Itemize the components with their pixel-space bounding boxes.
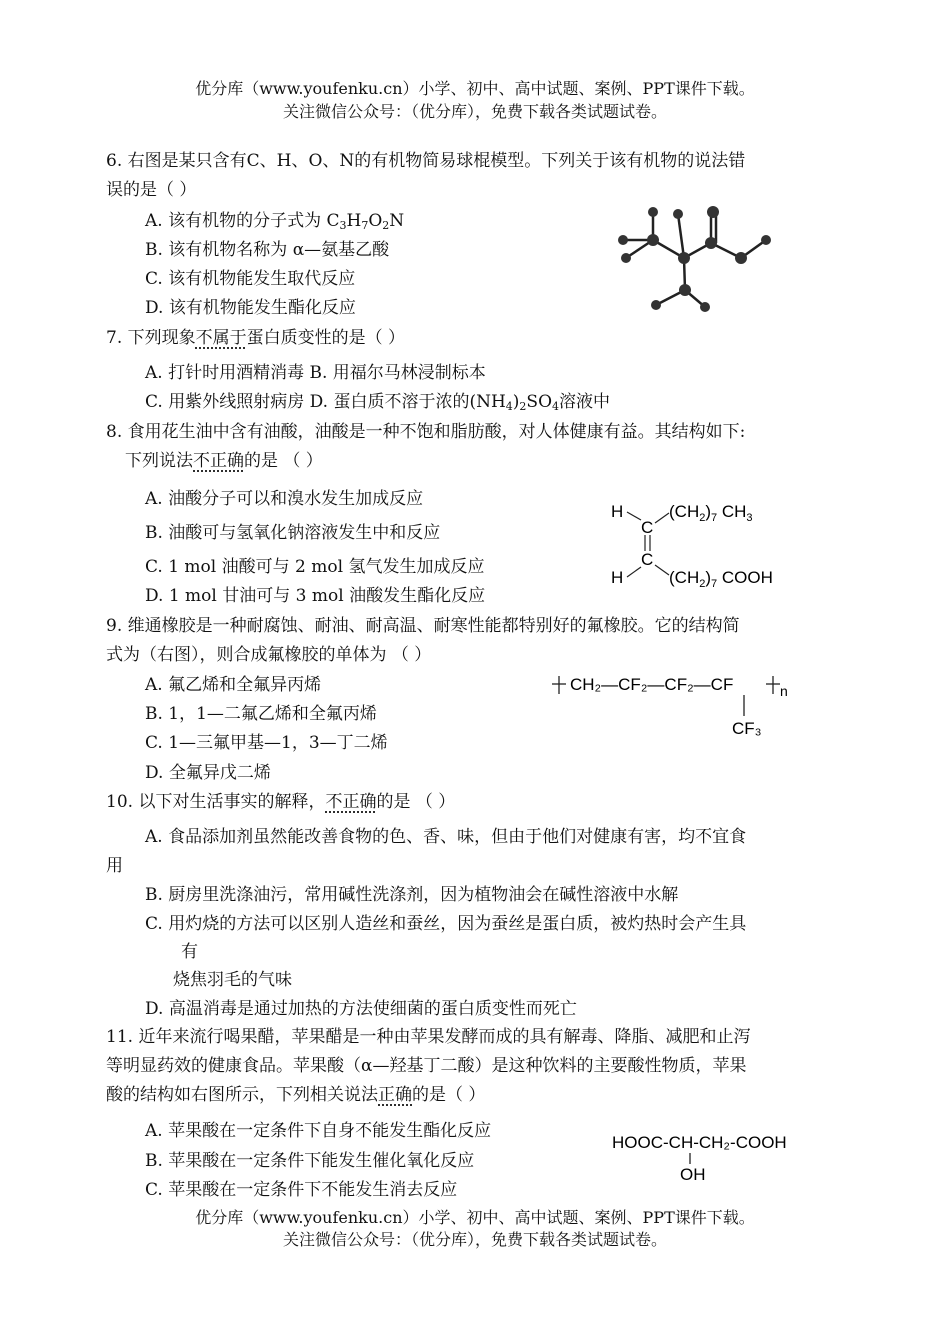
q11-stem-line1: 11. 近年来流行喝果醋，苹果醋是一种由苹果发酵而成的具有解毒、降脂、减肥和止泻: [106, 1027, 751, 1047]
q9-stem-line1: 9. 维通橡胶是一种耐腐蚀、耐油、耐高温、耐寒性能都特别好的氟橡胶。它的结构简: [106, 616, 740, 636]
q6-stem-line1: 6. 右图是某只含有C、H、O、N的有机物简易球棍模型。下列关于该有机物的说法错: [106, 151, 746, 171]
q7-options-cd: C. 用紫外线照射病房 D. 蛋白质不溶于浓的$(NH_4)_2SO_4$溶液中: [145, 392, 611, 413]
q10-option-d: D. 高温消毒是通过加热的方法使细菌的蛋白质变性而死亡: [145, 999, 577, 1019]
q6-option-b: B. 该有机物名称为 α—氨基乙酸: [145, 240, 390, 260]
header-line-1: 优分库（www.youfenku.cn）小学、初中、高中试题、案例、PPT课件下载。: [195, 79, 755, 98]
q9-stem-line2: 式为（右图），则合成氟橡胶的单体为 （ ）: [106, 645, 432, 665]
fig-h-bot: H: [611, 568, 624, 587]
fig-polymer-chain: CH₂—CF₂—CF₂—CF: [570, 675, 734, 694]
q10-option-a-line2: 用: [106, 856, 123, 876]
fig-h-top: H: [611, 502, 624, 521]
q11-option-b: B. 苹果酸在一定条件下能发生催化氧化反应: [145, 1151, 475, 1171]
q6-option-c: C. 该有机物能发生取代反应: [145, 269, 356, 289]
fig-r-top: $(CH_2)_7$ $CH_3$: [669, 502, 753, 524]
q10-stem: 10. 以下对生活事实的解释，不正确的是 （ ）: [106, 792, 456, 812]
fluororubber-structure-figure: [548, 668, 793, 740]
q11-stem-line2: 等明显药效的健康食品。苹果酸（α—羟基丁二酸）是这种饮料的主要酸性物质，苹果: [106, 1056, 747, 1076]
q7-stem: 7. 下列现象不属于蛋白质变性的是（ ）: [106, 328, 406, 348]
q11-option-a: A. 苹果酸在一定条件下自身不能发生酯化反应: [145, 1121, 492, 1141]
oleic-acid-structure-figure: [605, 495, 805, 595]
q10-option-c-line1: C. 用灼烧的方法可以区别人造丝和蚕丝，因为蚕丝是蛋白质，被灼热时会产生具: [145, 914, 747, 934]
q8-option-b: B. 油酸可与氢氧化钠溶液发生中和反应: [145, 523, 441, 543]
q6-stem-line2: 误的是（ ）: [106, 180, 197, 200]
q9-option-b: B. 1，1—二氟乙烯和全氟丙烯: [145, 704, 377, 724]
q9-option-a: A. 氟乙烯和全氟异丙烯: [145, 675, 322, 695]
q8-option-c: C. 1 mol 油酸可与 2 mol 氢气发生加成反应: [145, 557, 485, 577]
q8-stem-line1: 8. 食用花生油中含有油酸，油酸是一种不饱和脂肪酸，对人体健康有益。其结构如下:: [106, 422, 746, 442]
fig-polymer-branch: CF₃: [732, 719, 762, 738]
fig-polymer-n: n: [780, 683, 788, 699]
q8-stem-line2: 下列说法不正确的是 （ ）: [125, 451, 323, 471]
q6-option-d: D. 该有机物能发生酯化反应: [145, 298, 356, 318]
footer-line-2: 关注微信公众号：（优分库），免费下载各类试题试卷。: [282, 1230, 667, 1249]
q9-option-c: C. 1—三氟甲基—1，3—丁二烯: [145, 733, 388, 753]
fig-c-top: C: [641, 518, 654, 537]
q7-options-ab: A. 打针时用酒精消毒 B. 用福尔马林浸制标本: [145, 363, 486, 383]
q10-option-b: B. 厨房里洗涤油污，常用碱性洗涤剂，因为植物油会在碱性溶液中水解: [145, 885, 679, 905]
q8-option-d: D. 1 mol 甘油可与 3 mol 油酸发生酯化反应: [145, 586, 486, 606]
q10-option-c-line3: 烧焦羽毛的气味: [173, 970, 292, 990]
q8-option-a: A. 油酸分子可以和溴水发生加成反应: [145, 489, 424, 509]
q11-option-c: C. 苹果酸在一定条件下不能发生消去反应: [145, 1180, 458, 1200]
fig-r-bot: $(CH_2)_7$ COOH: [669, 568, 773, 590]
malic-acid-structure-figure: [610, 1128, 835, 1184]
fig-malic-oh: OH: [680, 1165, 706, 1184]
q10-option-a-line1: A. 食品添加剂虽然能改善食物的色、香、味，但由于他们对健康有害，均不宜食: [145, 827, 747, 847]
ball-stick-model-figure: [608, 200, 778, 315]
q11-stem-line3: 酸的结构如右图所示，下列相关说法正确的是（ ）: [106, 1085, 486, 1105]
fig-malic-formula: HOOC-CH-CH₂-COOH: [612, 1133, 787, 1152]
footer-line-1: 优分库（www.youfenku.cn）小学、初中、高中试题、案例、PPT课件下载。: [195, 1208, 755, 1227]
q6-option-a: A. 该有机物的分子式为 $C_3H_7O_2N$: [145, 211, 405, 232]
q9-option-d: D. 全氟异戊二烯: [145, 763, 271, 783]
q10-option-c-line2: 有: [181, 942, 198, 962]
fig-c-bot: C: [641, 550, 654, 569]
header-line-2: 关注微信公众号：（优分库），免费下载各类试题试卷。: [282, 102, 667, 121]
